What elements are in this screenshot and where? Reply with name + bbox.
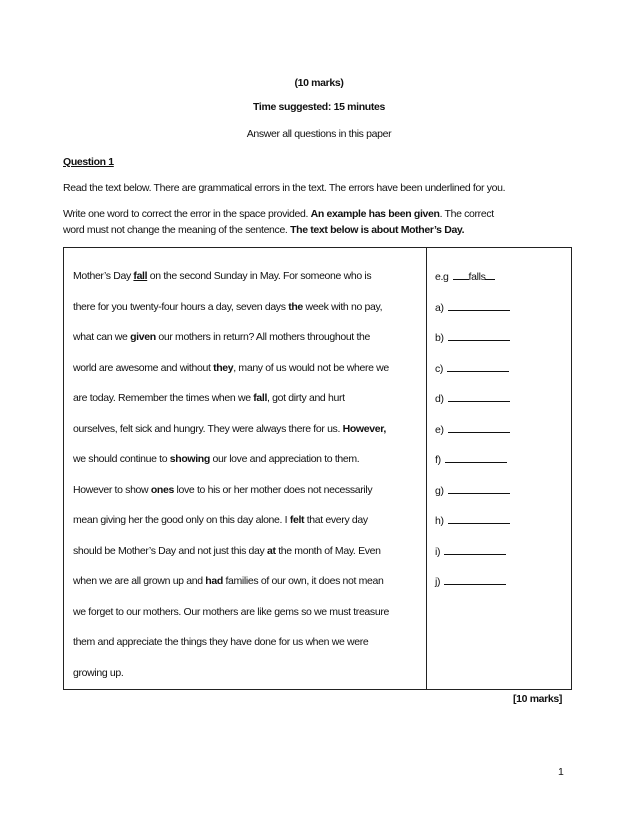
passage-line: [73, 453, 359, 465]
passage-line: [73, 270, 371, 282]
passage-text-segment: should be Mother’s Day and not just this day: [73, 544, 267, 557]
question-instruction-line: [63, 208, 494, 220]
total-marks: [10 marks]: [513, 693, 563, 705]
passage-text-segment: what can we: [73, 331, 131, 343]
passage-line: [73, 514, 368, 526]
passage-line: [73, 545, 381, 557]
answer-blank[interactable]: [444, 575, 506, 585]
error-word: showing: [169, 453, 210, 465]
answer-blank[interactable]: [448, 423, 510, 433]
answer-blank[interactable]: [448, 331, 510, 341]
topic-part-a: word must not change the meaning of the sentence.: [63, 224, 291, 236]
answer-blank[interactable]: [447, 362, 509, 372]
marks-heading: (10 marks): [294, 77, 344, 89]
instruction-part-a: Write one word to correct the error in the space provided.: [63, 208, 311, 220]
topic-statement: The text below is about Mother’s Day.: [290, 224, 465, 236]
example-word: falls: [468, 271, 486, 283]
answer-label: d): [435, 393, 444, 405]
answer-line: [435, 362, 509, 375]
passage-text-segment: However to show: [73, 483, 151, 496]
passage-text-segment: our love and appreciation to them.: [209, 453, 360, 465]
question-title: Question 1: [63, 156, 114, 168]
exercise-table: [63, 247, 572, 690]
answer-line: [435, 484, 510, 497]
passage-text-segment: the month of May. Even: [275, 544, 381, 557]
passage-text-segment: our mothers in return? All mothers throughout the: [155, 331, 370, 343]
example-blank-left: [453, 270, 469, 280]
page-number: 1: [558, 766, 564, 778]
answer-label: c): [435, 362, 444, 375]
example-answer: [435, 270, 495, 283]
answer-line: [435, 392, 510, 405]
answer-blank[interactable]: [448, 301, 510, 311]
passage-text-segment: families of our own, it does not mean: [222, 575, 384, 587]
answer-label: a): [435, 301, 444, 314]
answer-label: g): [435, 484, 444, 497]
passage-text-segment: when we are all grown up and: [73, 575, 206, 587]
passage-text-segment: there for you twenty-four hours a day, seven days: [73, 300, 289, 313]
passage-line: [73, 575, 384, 587]
answer-blank[interactable]: [448, 514, 510, 524]
instruction-example-note: An example has been given: [310, 208, 440, 220]
error-word: fall: [133, 270, 148, 282]
answer-blank[interactable]: [448, 392, 510, 402]
error-word: felt: [289, 514, 305, 526]
instruction-part-c: . The correct: [439, 208, 494, 220]
passage-text-segment: them and appreciate the things they have done for us when we were: [73, 636, 369, 648]
passage-line: [73, 392, 345, 404]
passage-text-segment: love to his or her mother does not necessarily: [173, 483, 373, 496]
passage-text-segment: we should continue to: [73, 453, 170, 465]
passage-line: [73, 484, 372, 496]
answer-line: [435, 301, 510, 314]
answer-label: h): [435, 515, 444, 527]
error-word: ones: [150, 483, 174, 496]
example-prefix: e.g: [435, 271, 449, 283]
error-word: However,: [342, 422, 386, 435]
error-word: they: [213, 361, 234, 374]
answer-label: i): [435, 545, 441, 558]
passage-line: [73, 636, 368, 648]
passage-line: [73, 301, 382, 313]
question-topic-line: [63, 224, 464, 236]
question-intro: Read the text below. There are grammatical errors in the text. The errors have been underlined for you.: [63, 182, 506, 194]
passage-text-segment: ourselves, felt sick and hungry. They were always there for us.: [73, 422, 343, 435]
answer-line: [435, 453, 507, 466]
time-suggested: Time suggested: 15 minutes: [253, 101, 385, 113]
passage-text-segment: , many of us would not be where we: [233, 361, 389, 374]
answer-label: b): [435, 332, 444, 344]
error-word: had: [205, 575, 223, 587]
passage-text-segment: that every day: [304, 514, 368, 526]
passage-text-segment: mean giving her the good only on this day alone. I: [73, 514, 290, 526]
passage-line: [73, 667, 123, 679]
passage-text-segment: growing up.: [73, 666, 124, 679]
error-word: the: [288, 300, 303, 313]
passage-line: [73, 423, 386, 435]
passage-line: [73, 362, 389, 374]
passage-text-segment: week with no pay,: [302, 300, 383, 313]
answer-label: j): [435, 576, 441, 588]
error-word: at: [266, 544, 276, 557]
example-blank-right: [485, 270, 495, 280]
passage-text-segment: world are awesome and without: [73, 361, 214, 374]
answer-label: f): [435, 454, 441, 466]
passage-text-segment: , got dirty and hurt: [267, 392, 345, 404]
answer-blank[interactable]: [444, 545, 506, 555]
answer-line: [435, 423, 510, 436]
passage-text-segment: are today. Remember the times when we: [73, 392, 254, 404]
passage-line: [73, 606, 389, 618]
passage-text-segment: we forget to our mothers. Our mothers are like gems so we must treasure: [73, 605, 389, 618]
answer-blank[interactable]: [445, 453, 507, 463]
answer-blank[interactable]: [448, 484, 510, 494]
passage-line: [73, 331, 370, 343]
answer-line: [435, 331, 510, 344]
instruction-text: Answer all questions in this paper: [246, 128, 392, 140]
answer-label: e): [435, 423, 444, 436]
answer-line: [435, 514, 510, 527]
passage-text-segment: on the second Sunday in May. For someone who is: [147, 270, 372, 282]
error-word: given: [130, 331, 156, 343]
answer-line: [435, 575, 506, 588]
answer-line: [435, 545, 506, 558]
passage-text-segment: Mother’s Day: [73, 270, 134, 282]
error-word: fall: [253, 392, 268, 404]
table-divider: [426, 248, 427, 689]
